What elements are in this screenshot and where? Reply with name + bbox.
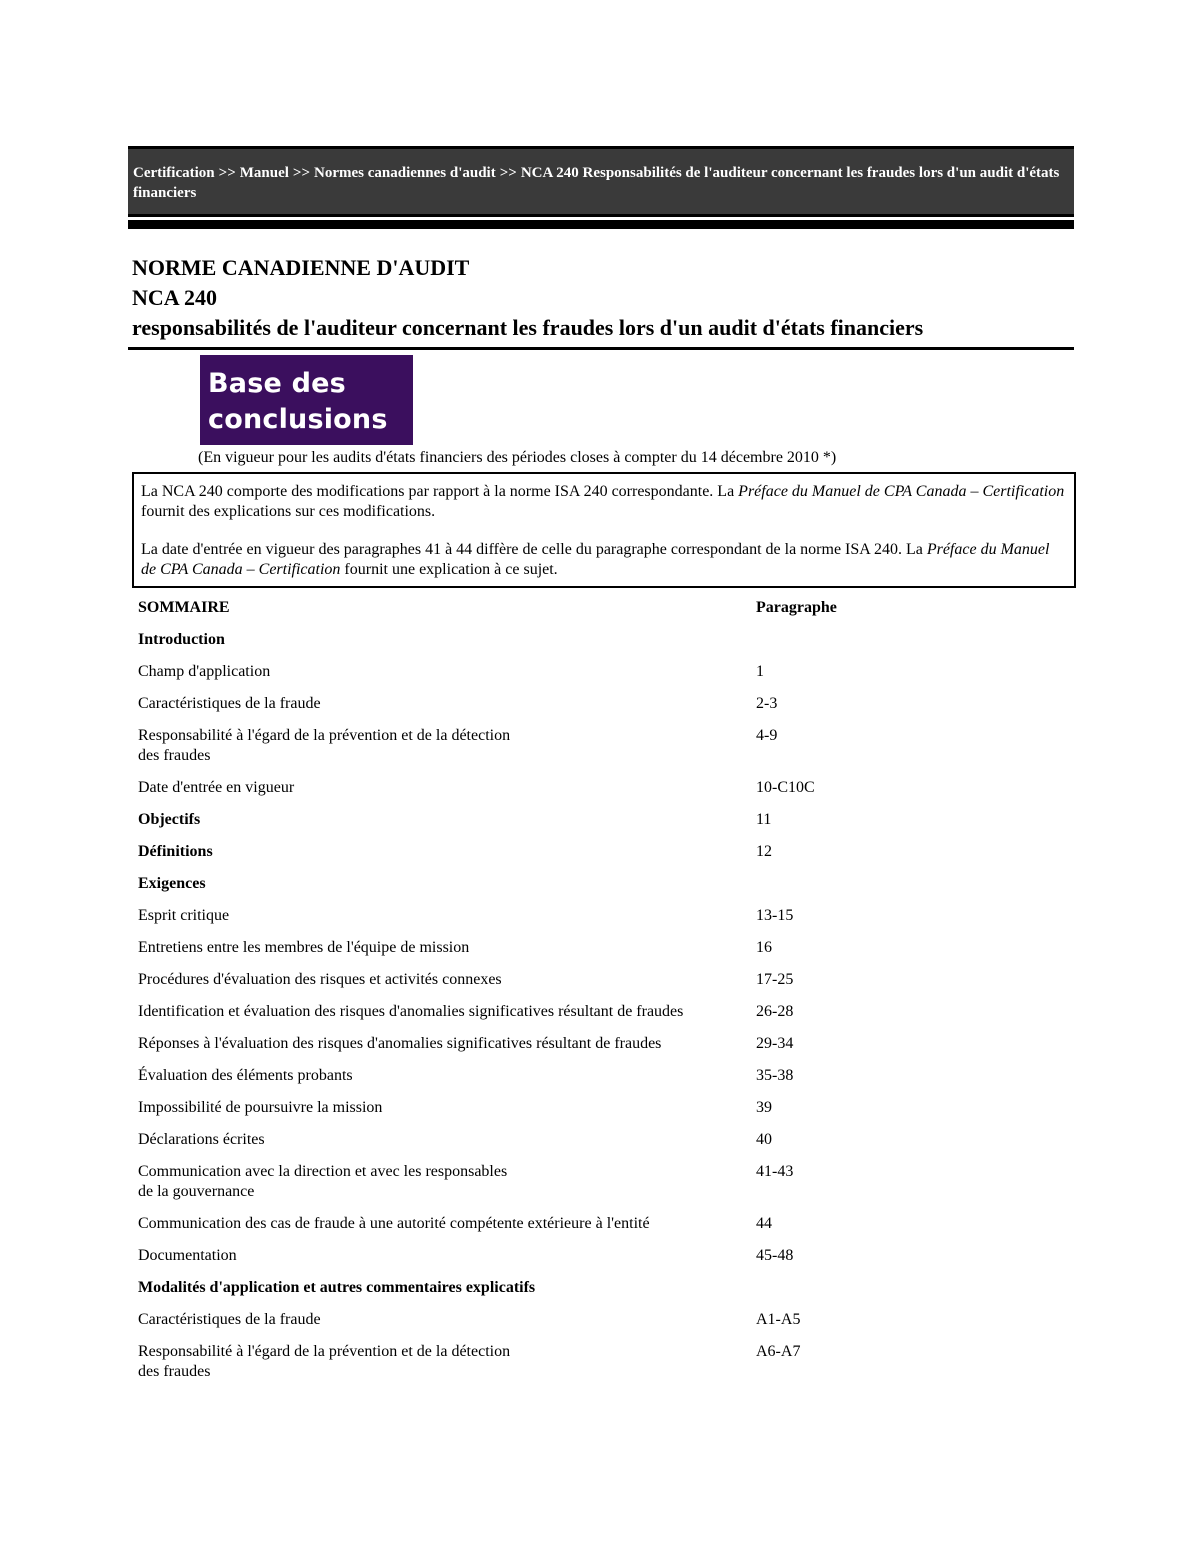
toc-row[interactable] (138, 1092, 1038, 1124)
toc-header-paragraphe: Paragraphe (756, 599, 837, 616)
title-line-number: NCA 240 (132, 285, 217, 310)
notice-box (132, 472, 1076, 588)
toc-row-label: Déclarations écrites (138, 1131, 265, 1148)
toc-row[interactable] (138, 1240, 1038, 1272)
toc-row-label: Entretiens entre les membres de l'équipe de mission (138, 939, 470, 956)
toc-header-sommaire: SOMMAIRE (138, 599, 230, 616)
toc-row[interactable] (138, 900, 1038, 932)
header-divider (128, 220, 1074, 229)
document-page (128, 146, 1074, 1388)
toc-row-label: Date d'entrée en vigueur (138, 779, 295, 796)
breadcrumb (128, 146, 1074, 217)
toc-row[interactable] (138, 964, 1038, 996)
toc-row-label: Évaluation des éléments probants (138, 1067, 353, 1084)
breadcrumb-item-normes[interactable]: Normes canadiennes d'audit (314, 165, 496, 181)
toc-row-label: Objectifs (138, 811, 201, 828)
toc-row[interactable] (138, 932, 1038, 964)
toc-row-paragraph: 10-C10C (756, 779, 815, 796)
toc-row-label: Caractéristiques de la fraude (138, 1311, 321, 1328)
table-of-contents (138, 594, 1038, 1388)
toc-row-paragraph: 26-28 (756, 1003, 794, 1020)
breadcrumb-item-manuel[interactable]: Manuel (239, 165, 289, 181)
toc-row[interactable] (138, 772, 1038, 804)
toc-row[interactable] (138, 1156, 1038, 1208)
title-line-subject: responsabilités de l'auditeur concernant les fraudes lors d'un audit d'états financiers (132, 315, 924, 340)
toc-row-label: Impossibilité de poursuivre la mission (138, 1099, 383, 1116)
toc-row-label: Champ d'application (138, 663, 271, 680)
toc-row-paragraph: 4-9 (756, 727, 778, 744)
preface-reference: Préface du Manuel de CPA Canada – Certification (141, 541, 1050, 578)
base-des-conclusions-banner[interactable] (200, 355, 413, 445)
toc-row-paragraph: 40 (756, 1131, 772, 1148)
toc-row-paragraph: 11 (756, 811, 772, 828)
toc-row-paragraph: 44 (756, 1215, 772, 1232)
toc-row-paragraph: 29-34 (756, 1035, 794, 1052)
toc-row-paragraph: 12 (756, 843, 772, 860)
toc-row-paragraph: 2-3 (756, 695, 778, 712)
toc-row[interactable] (138, 656, 1038, 688)
effective-date: (En vigueur pour les audits d'états financiers des périodes closes à compter du 14 décembre 2010 *) (198, 449, 837, 466)
toc-row-label: Esprit critique (138, 907, 230, 924)
title-divider (128, 347, 1074, 350)
toc-row-paragraph: 39 (756, 1099, 772, 1116)
page-title (132, 253, 1074, 343)
toc-row-paragraph: A1-A5 (756, 1311, 801, 1328)
toc-section-row[interactable] (138, 868, 1038, 900)
toc-row[interactable] (138, 1028, 1038, 1060)
toc-row-label: Introduction (138, 631, 225, 648)
breadcrumb-separator: >> (218, 165, 236, 181)
title-line-standard: NORME CANADIENNE D'AUDIT (132, 255, 470, 280)
toc-row-paragraph: 45-48 (756, 1247, 794, 1264)
toc-row-paragraph: 1 (756, 663, 764, 680)
toc-row-paragraph: 13-15 (756, 907, 794, 924)
toc-row-label: Responsabilité à l'égard de la prévention et de la détection des fraudes (138, 1343, 511, 1380)
toc-row[interactable] (138, 996, 1038, 1028)
toc-row-label: Caractéristiques de la fraude (138, 695, 321, 712)
toc-row-paragraph (756, 624, 1038, 656)
toc-row-paragraph (756, 868, 1038, 900)
banner-line-1: Base des (208, 368, 346, 399)
toc-row-label: Réponses à l'évaluation des risques d'anomalies significatives résultant de fraudes (138, 1035, 662, 1052)
toc-row-label: Responsabilité à l'égard de la prévention et de la détection des fraudes (138, 727, 511, 764)
toc-row-label: Modalités d'application et autres commentaires explicatifs (138, 1279, 536, 1296)
toc-row-paragraph: 41-43 (756, 1163, 794, 1180)
toc-section-row[interactable] (138, 624, 1038, 656)
toc-row-label: Communication des cas de fraude à une autorité compétente extérieure à l'entité (138, 1215, 650, 1232)
toc-header-row (138, 594, 1038, 624)
breadcrumb-separator: >> (292, 165, 311, 181)
toc-row-label: Documentation (138, 1247, 237, 1264)
toc-row[interactable] (138, 1124, 1038, 1156)
toc-row-label: Définitions (138, 843, 213, 860)
toc-row[interactable] (138, 1060, 1038, 1092)
toc-row-paragraph (756, 1272, 1038, 1304)
toc-row[interactable] (138, 1208, 1038, 1240)
toc-section-row[interactable] (138, 1272, 1038, 1304)
breadcrumb-item-current: NCA 240 Responsabilités de l'auditeur concernant les fraudes lors d'un audit d'états financiers (133, 165, 1060, 201)
toc-section-row[interactable] (138, 836, 1038, 868)
notice-paragraph-2: La date d'entrée en vigueur des paragraphes 41 à 44 diffère de celle du paragraphe correspondant de la norme ISA 240. La Préface du Manuel de CPA Canada – Certification fournit une explication à ce sujet. (141, 541, 1050, 578)
notice-paragraph-1: La NCA 240 comporte des modifications par rapport à la norme ISA 240 correspondante. La Préface du Manuel de CPA Canada – Certification fournit des explications sur ces modifications. (141, 483, 1065, 520)
toc-row[interactable] (138, 688, 1038, 720)
toc-row-paragraph: 17-25 (756, 971, 794, 988)
toc-section-row[interactable] (138, 804, 1038, 836)
toc-row[interactable] (138, 1304, 1038, 1336)
toc-row-paragraph: 16 (756, 939, 772, 956)
banner-line-2: conclusions (208, 404, 388, 435)
toc-row-label: Identification et évaluation des risques d'anomalies significatives résultant de fraudes (138, 1003, 684, 1020)
toc-row-paragraph: A6-A7 (756, 1343, 801, 1360)
toc-row-label: Exigences (138, 875, 206, 892)
toc-row-paragraph: 35-38 (756, 1067, 794, 1084)
breadcrumb-separator: >> (499, 165, 517, 181)
breadcrumb-item-certification[interactable]: Certification (133, 165, 215, 181)
preface-reference: Préface du Manuel de CPA Canada – Certification (738, 483, 1065, 500)
toc-row[interactable] (138, 720, 1038, 772)
toc-row[interactable] (138, 1336, 1038, 1388)
toc-row-label: Procédures d'évaluation des risques et activités connexes (138, 971, 502, 988)
toc-row-label: Communication avec la direction et avec les responsables de la gouvernance (138, 1163, 508, 1200)
